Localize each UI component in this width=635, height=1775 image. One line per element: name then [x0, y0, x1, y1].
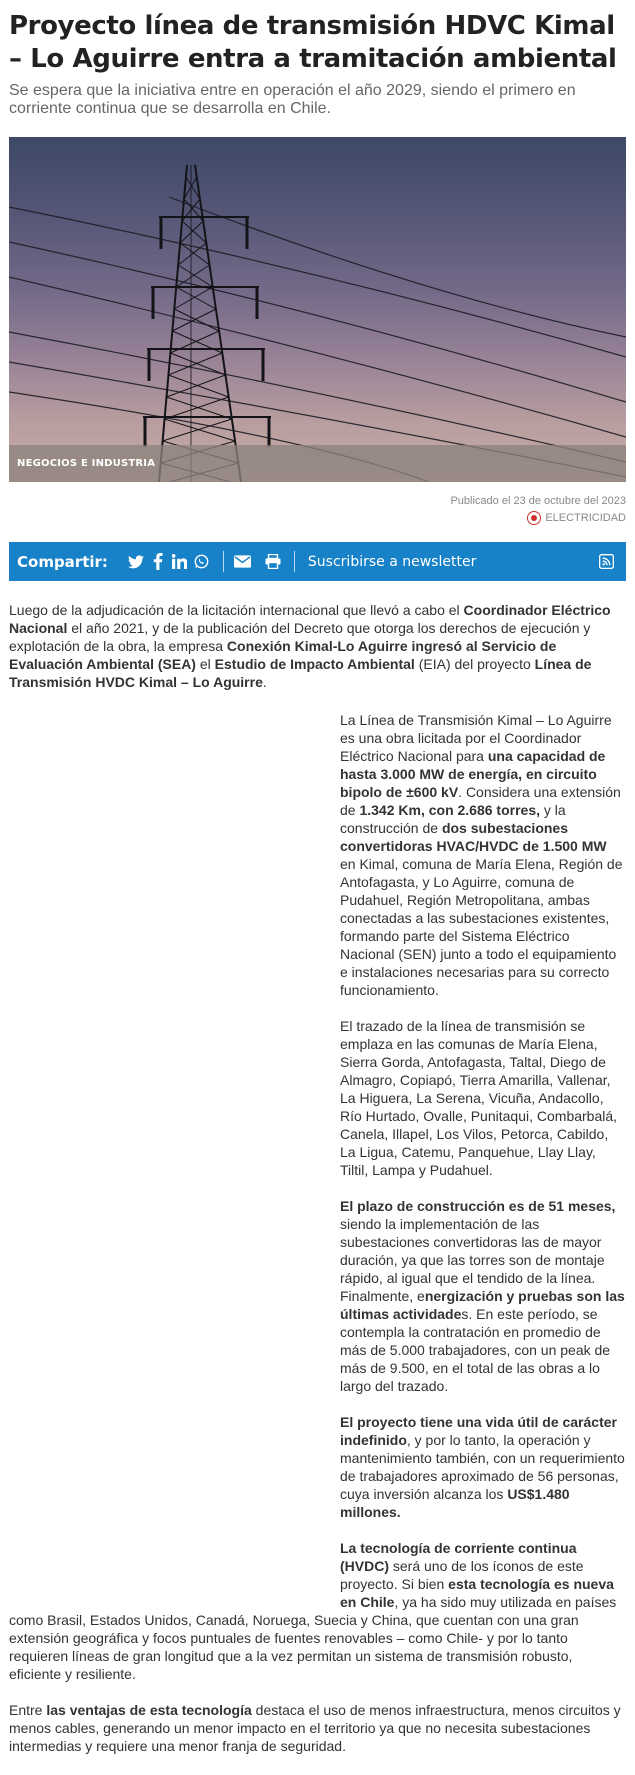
linkedin-icon[interactable]	[170, 552, 190, 572]
emphasis-text: 1.342 Km, con 2.686 torres,	[359, 802, 541, 818]
article-hero-image	[9, 137, 626, 482]
emphasis-text: Conexión Kimal-Lo Aguirre ingresó al Servicio de Evaluación Ambiental (SEA)	[9, 638, 557, 672]
published-date: Publicado el 23 de octubre del 2023	[450, 495, 626, 507]
hero-caption-band	[9, 445, 626, 482]
emphasis-text: dos subestaciones convertidoras HVAC/HVDC de 1.500 MW	[340, 820, 607, 854]
twitter-icon[interactable]	[126, 552, 146, 572]
emphasis-text: US$1.480 millones.	[340, 1486, 570, 1520]
text-run: s. En este período, se contempla la contratación en promedio de más de 5.000 trabajadores, con un peak de más de 9.500, en el total de las obras a lo largo del trazado.	[340, 1306, 611, 1394]
section-tag[interactable]: NEGOCIOS E INDUSTRIA	[17, 458, 156, 469]
category-link[interactable]	[527, 511, 626, 525]
text-run: (EIA) del proyecto	[414, 656, 535, 672]
article-paragraph	[9, 1701, 626, 1755]
share-bar	[9, 542, 626, 581]
emphasis-text: Coordinador Eléctrico Nacional	[9, 602, 611, 636]
emphasis-text: nergización y pruebas son las últimas actividade	[340, 1288, 625, 1322]
share-divider	[294, 551, 295, 572]
text-run: , y por lo tanto, la operación y mantenimiento también, con un requerimiento de trabajadores aproximado de 56 personas, cuya inversión alcanza los	[340, 1432, 625, 1502]
text-run: Entre	[9, 1702, 47, 1718]
emphasis-text: Línea de Transmisión HVDC Kimal – Lo Aguirre	[9, 656, 592, 690]
text-run: será uno de los íconos de este proyecto. Si bien	[340, 1558, 584, 1592]
emphasis-text: Estudio de Impacto Ambiental	[214, 656, 415, 672]
text-run: .	[262, 674, 267, 690]
emphasis-text: El proyecto tiene una vida útil de carácter indefinido	[340, 1414, 617, 1448]
emphasis-text: una capacidad de hasta 3.000 MW de energía, en circuito bipolo de ±600 kV	[340, 748, 606, 800]
article-subtitle: Se espera que la iniciativa entre en operación el año 2029, siendo el primero en corriente continua que se desarrolla en Chile.	[9, 82, 576, 117]
text-run: siendo la implementación de las subestaciones convertidoras las de mayor duración, ya que las torres son de montaje rápido, al igual que el tendido de la línea. Finalmente, e	[340, 1216, 605, 1304]
email-icon[interactable]	[233, 552, 253, 572]
target-icon	[527, 511, 541, 525]
text-run: destaca el uso de menos infraestructura, menos circuitos y menos cables, generando un menor impacto en el territorio ya que no necesita subestaciones intermedias y requiere una menor franja de seguridad.	[9, 1702, 621, 1754]
emphasis-text: las ventajas de esta tecnología	[46, 1702, 252, 1718]
text-run: , ya ha sido muy utilizada en países como Brasil, Estados Unidos, Canadá, Noruega, Suecia y China, que cuentan con una gran extensión geográfica y focos puntuales de fuentes renovables – como Chile- y por lo tanto requieren líneas de gran longitud que a la vez permitan un sistema de transmisión robusto, eficiente y resiliente.	[9, 1594, 617, 1682]
text-run: el año 2021, y de la publicación del Decreto que otorga los derechos de ejecución y explotación de la obra, la empresa	[9, 620, 591, 654]
share-label: Compartir:	[17, 552, 108, 571]
text-run: . Considera una extensión de	[340, 784, 621, 818]
article-body	[9, 711, 626, 1755]
share-divider	[223, 551, 224, 572]
article-meta	[9, 494, 626, 530]
newsletter-link[interactable]: Suscribirse a newsletter	[307, 553, 477, 570]
article-lead-paragraph	[9, 601, 626, 691]
text-run: La Línea de Transmisión Kimal – Lo Aguirre es una obra licitada por el Coordinador Eléctrico Nacional para	[340, 712, 612, 764]
print-icon[interactable]	[263, 552, 283, 572]
empty-media-slot	[9, 711, 340, 1596]
text-run: Luego de la adjudicación de la licitación internacional que llevó a cabo el	[9, 602, 464, 618]
text-run: el	[195, 656, 215, 672]
article-title: Proyecto línea de transmisión HDVC Kimal – Lo Aguirre entra a tramitación ambiental	[9, 11, 617, 74]
whatsapp-icon[interactable]	[192, 552, 212, 572]
emphasis-text: esta tecnología es nueva en Chile	[340, 1576, 614, 1610]
transmission-tower-illustration	[9, 137, 626, 482]
text-run: y la construcción de	[340, 802, 566, 836]
emphasis-text: La tecnología de corriente continua (HVDC)	[340, 1540, 577, 1574]
category-label: ELECTRICIDAD	[545, 512, 626, 524]
rss-icon[interactable]	[596, 552, 616, 572]
facebook-icon[interactable]	[148, 552, 168, 572]
emphasis-text: El plazo de construcción es de 51 meses,	[340, 1198, 616, 1214]
text-run: en Kimal, comuna de María Elena, Región de Antofagasta, y Lo Aguirre, comuna de Pudahuel, Región Metropolitana, ambas conectadas a las subestaciones existentes, formando parte del Sistema Eléctrico Nacional (SEN) junto a todo el equipamiento e instalaciones necesarias para su correcto funcionamiento.	[340, 856, 623, 998]
text-run: El trazado de la línea de transmisión se emplaza en las comunas de María Elena, Sierra Gorda, Antofagasta, Taltal, Diego de Almagro, Copiapó, Tierra Amarilla, Vallenar, La Higuera, La Serena, Vicuña, Andacollo, Río Hurtado, Ovalle, Punitaqui, Combarbalá, Canela, Illapel, Los Vilos, Petorca, Cabildo, La Ligua, Catemu, Panquehue, Llay Llay, Tiltil, Lampa y Pudahuel.	[340, 1018, 618, 1178]
